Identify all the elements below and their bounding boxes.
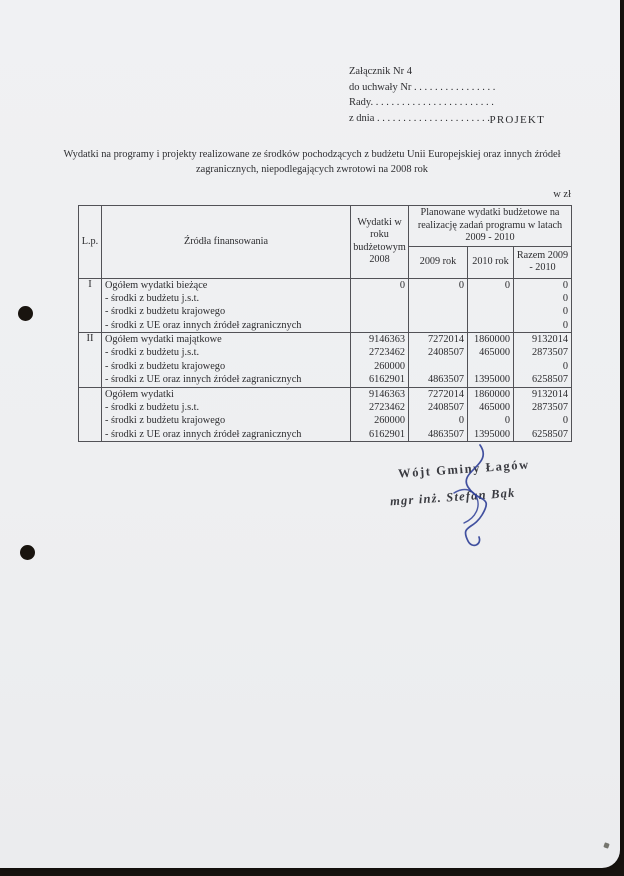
section-2009-values: 7272014 2408507 0 4863507 (409, 387, 468, 442)
table-section-capital-expenses (79, 333, 572, 388)
section-2008-values: 0 (351, 278, 409, 333)
council-line: Rady. . . . . . . . . . . . . . . . . . . . . . . . (349, 97, 494, 108)
section-2009-values: 7272014 2408507 4863507 (409, 333, 468, 388)
stamp-title: Wójt Gminy Łagów (397, 457, 531, 481)
scan-speck (603, 842, 609, 848)
section-labels: Ogółem wydatki majątkowe - środki z budżetu j.s.t. - środki z budżetu krajowego - środki z UE oraz innych źródeł zagranicznych (102, 333, 351, 388)
section-2009-values: 0 (409, 278, 468, 333)
section-2008-values: 9146363 2723462 260000 6162901 (351, 387, 409, 442)
col-header-source: Źródła finansowania (102, 206, 351, 279)
currency-note: w zł (553, 189, 571, 200)
col-header-planned: Planowane wydatki budżetowe na realizację zadań programu w latach 2009 - 2010 (409, 206, 572, 247)
stamp-name: mgr inż. Stefan Bąk (389, 485, 516, 509)
col-header-2010: 2010 rok (468, 246, 514, 278)
section-lp: I (79, 278, 102, 333)
table-section-current-expenses (79, 278, 572, 333)
section-labels: Ogółem wydatki - środki z budżetu j.s.t. - środki z budżetu krajowego - środki z UE oraz innych źródeł zagranicznych (102, 387, 351, 442)
section-labels: Ogółem wydatki bieżące - środki z budżetu j.s.t. - środki z budżetu krajowego - środki z UE oraz innych źródeł zagranicznych (102, 278, 351, 333)
section-2010-values: 0 (468, 278, 514, 333)
col-header-lp: L.p. (79, 206, 102, 279)
section-lp (79, 387, 102, 442)
date-line: z dnia . . . . . . . . . . . . . . . . . . . . . . (349, 112, 490, 124)
expenditure-table (78, 205, 572, 442)
projekt-label: PROJEKT (489, 114, 545, 126)
section-razem-values: 9132014 2873507 0 6258507 (514, 387, 572, 442)
table-section-total-expenses (79, 387, 572, 442)
attachment-number: Załącznik Nr 4 (349, 66, 412, 77)
document-title: Wydatki na programy i projekty realizowane ze środków pochodzących z budżetu Unii Europejskiej oraz innych źródeł zagranicznych, niepodlegających zwrotowi na 2008 rok (63, 149, 561, 175)
col-header-2009: 2009 rok (409, 246, 468, 278)
handwritten-signature (438, 441, 508, 551)
section-razem-values: 9132014 2873507 0 6258507 (514, 333, 572, 388)
section-razem-values: 0 0 0 0 (514, 278, 572, 333)
section-2010-values: 1860000 465000 0 1395000 (468, 387, 514, 442)
hole-punch-bottom (20, 545, 35, 560)
section-2010-values: 1860000 465000 1395000 (468, 333, 514, 388)
hole-punch-top (18, 306, 33, 321)
resolution-number-line: do uchwały Nr . . . . . . . . . . . . . . . . (349, 81, 496, 93)
section-2008-values: 9146363 2723462 260000 6162901 (351, 333, 409, 388)
col-header-razem: Razem 2009 - 2010 (514, 246, 572, 278)
section-lp: II (79, 333, 102, 388)
col-header-2008: Wydatki w roku budżetowym 2008 (351, 206, 409, 279)
